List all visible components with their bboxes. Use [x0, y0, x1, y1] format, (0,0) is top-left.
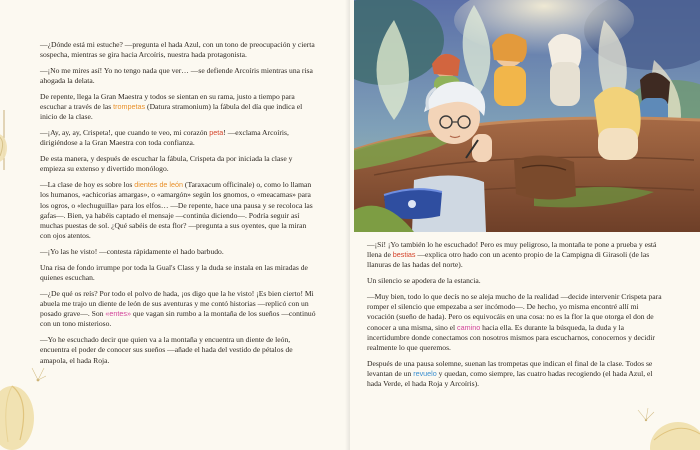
paragraph-text: Un silencio se apodera de la estancia. — [367, 276, 481, 286]
paragraph-text: (Taraxacum officinale) o, como lo llaman los humanos, «achicorias amargas», o «amargón» según los gnomos, o «meacamas» para los ogros, o «lechuguilla» para los elfos… —De repente, hace una pausa y se recoloca las gafas—. Bien, ya habéis captado el mensaje —continúa diciendo—. Podría seguir así muchas puestas de sol. ¿Qué sabéis de esta flor? —pregunta a sus oyentes, que la miran con ojos atentos. — [40, 180, 313, 241]
dandelion-seed-icon — [0, 110, 16, 170]
paragraph — [40, 247, 318, 257]
paragraph-text: —¿De qué os reís? Por todo el polvo de hada, ¡os digo que la he visto! ¡Es bien cierto! Mi abuela me trajo un diente de león de sus aventuras y me contó historias —replicó con un posado grave—. Son — [40, 288, 314, 319]
paragraph-text: —explica otro hado con un acento propio de la Campigna di Girasoli (de las llanuras de las hadas del norte). — [367, 250, 650, 270]
paragraph-text: —¿Dónde está mi estuche? —pregunta el hada Azul, con un tono de preocupación y cierta sospecha, mientras se gira hacia Arcoíris, nuestra hada protagonista. — [40, 40, 315, 60]
paragraph-text: (Datura stramonium) la fábula del día que indica el inicio de la clase. — [40, 102, 303, 122]
paragraph — [40, 180, 318, 241]
highlighted-word: revuelo — [413, 369, 437, 379]
highlighted-word: dientes de león — [134, 180, 184, 190]
highlighted-word: «entes» — [105, 309, 131, 319]
paragraph-text: —¡No me mires así! Yo no tengo nada que ver… —se defiende Arcoíris mientras una risa ahogada la delata. — [40, 66, 313, 86]
right-page — [350, 0, 700, 450]
paragraph-text: De esta manera, y después de escuchar la fábula, Crispeta da por iniciada la clase y empieza su extenso y divertido monólogo. — [40, 154, 293, 174]
paragraph-text: De repente, llega la Gran Maestra y todos se sientan en su rama, justo a tiempo para escuchar a través de las — [40, 92, 295, 112]
paragraph — [40, 263, 318, 283]
paragraph — [40, 289, 318, 330]
fairy-classroom-illustration — [354, 0, 700, 232]
paragraph — [40, 92, 318, 123]
paragraph — [367, 276, 665, 286]
paragraph-text: y quedan, como siempre, las cuatro hadas recogiendo (el hada Azul, el hada Verde, el hada Roja y Arcoíris). — [367, 369, 653, 389]
dandelion-seed-icon — [632, 400, 700, 450]
paragraph — [40, 128, 318, 148]
highlighted-word: peta — [209, 128, 224, 138]
paragraph-text: —Muy bien, todo lo que decís no se aleja mucho de la realidad —decide intervenir Crispeta para romper el silencio que empezaba a ser incómodo—. De hecho, yo misma encontré allí mi vocación (sueño de hada). Pero os equivocáis en una cosa: no es la flor la que otorga el don de conocer a una misma, sino el — [367, 292, 662, 332]
dandelion-seed-icon — [0, 360, 46, 450]
paragraph-text: Una risa de fondo irrumpe por toda la Gual's Class y la duda se instala en las miradas de quienes escuchan. — [40, 262, 308, 283]
paragraph-text: —¡Sí! ¡Yo también lo he escuchado! Pero es muy peligroso, la montaña te pone a prueba y está llena de — [367, 240, 657, 260]
illustration-svg — [354, 0, 700, 232]
paragraph-text: —La clase de hoy es sobre los — [40, 180, 135, 190]
highlighted-word: trompetas — [113, 102, 146, 112]
paragraph — [40, 40, 318, 60]
paragraph-text: que vagan sin rumbo a la montaña de los sueños —continuó con un tono misterioso. — [40, 309, 316, 329]
paragraph — [40, 335, 318, 366]
paragraph — [40, 154, 318, 174]
paragraph — [367, 292, 665, 353]
paragraph-text: —¡Yo las he visto! —contesta rápidamente el hado barbudo. — [40, 247, 224, 257]
paragraph-text: —Yo he escuchado decir que quien va a la montaña y encuentra un diente de león, encuentra el poder de conocer sus sueños —añade el hada del vestido de pétalos de amapola, el hada Roja. — [40, 335, 293, 365]
left-page-text — [40, 40, 318, 371]
paragraph — [367, 359, 665, 390]
paragraph-text: hacia ella. Es durante la búsqueda, la duda y la incertidumbre donde conectamos con nosotros mismos para escucharnos, conocernos y decidir realmente lo que queremos. — [367, 322, 655, 353]
highlighted-word: bestias — [392, 250, 416, 260]
paragraph — [367, 240, 665, 271]
paragraph-text: Después de una pausa solemne, suenan las trompetas que indican el final de la clase. Todos se levantan de un — [367, 358, 653, 379]
paragraph-text: ! —exclama Arcoíris, dirigiéndose a la Gran Maestra con toda confianza. — [40, 128, 289, 148]
right-page-text — [367, 240, 665, 395]
paragraph-text: —¡Ay, ay, ay, Crispeta!, que cuando te veo, mi corazón — [40, 128, 210, 138]
paragraph — [40, 66, 318, 86]
highlighted-word: camino — [457, 322, 481, 332]
